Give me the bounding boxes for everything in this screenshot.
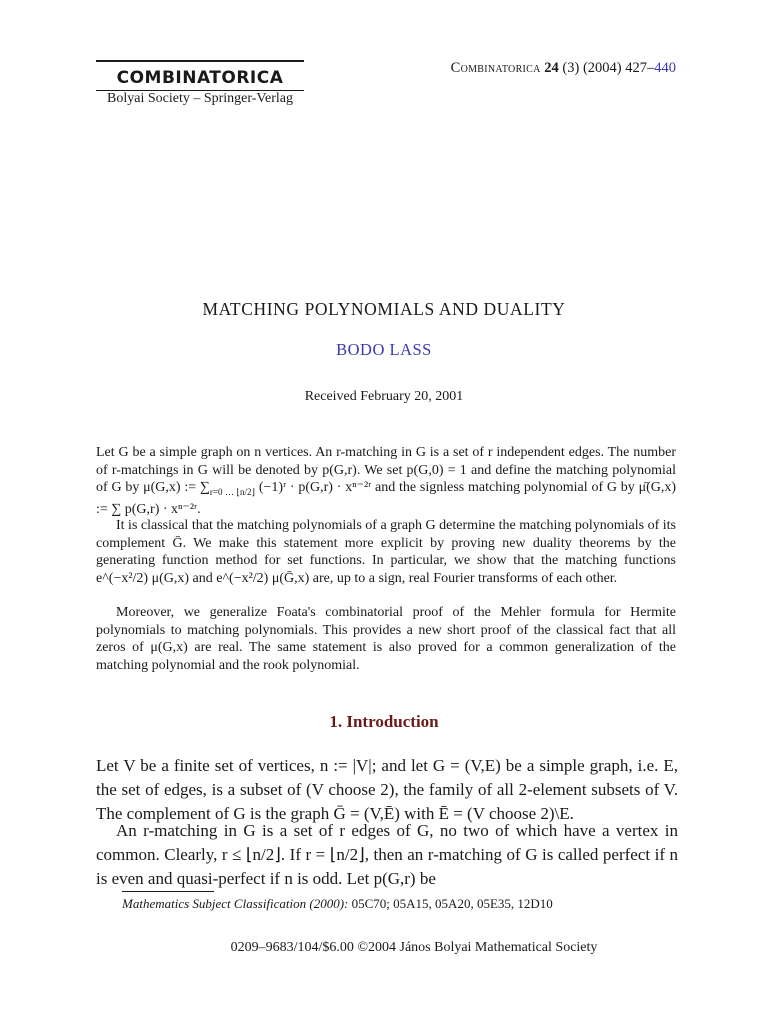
- citation-end-page-link[interactable]: 440: [654, 60, 676, 76]
- intro-paragraph-2: An r-matching in G is a set of r edges of G, no two of which have a vertex in common. Clearly, r ≤ ⌊n/2⌋. If r = ⌊n/2⌋, then an r-matching of G is called perfect if n is even and quasi-perfect if n is odd. Let p(G,r) be: [96, 821, 678, 888]
- footnote-rule: [122, 891, 214, 892]
- journal-block: [96, 60, 304, 107]
- paper-title: MATCHING POLYNOMIALS AND DUALITY: [202, 299, 566, 319]
- abstract-paragraph-1: [96, 444, 676, 519]
- abstract-p1-part-a: Let G be a simple graph on n vertices. An r-matching in G is a set of r independent edges. The number of r-matchings in G will be denoted by p(G,r). We set p(G,0) = 1 and define the matching polynomial of G by μ(G,x) := ∑: [96, 445, 676, 495]
- section-heading: 1. Introduction: [329, 712, 439, 731]
- abstract-paragraph-3: Moreover, we generalize Foata's combinatorial proof of the Mehler formula for Hermite polynomials to matching polynomials. This provides a new short proof of the classical fact that all zeros of μ(G,x) are real. The same statement is also proved for a common generalization of the matching polynomial and the rook polynomial.: [96, 605, 676, 673]
- author-link[interactable]: BODO LASS: [336, 340, 432, 359]
- intro-paragraph-1: Let V be a finite set of vertices, n := |V|; and let G = (V,E) be a simple graph, i.e. E, the set of edges, is a subset of (V choose 2), the family of all 2-element subsets of V. The complement of G is the graph Ḡ = (V,Ē) with Ē = (V choose 2)\E.: [96, 756, 678, 823]
- abstract-p1-part-b: (−1)ʳ · p(G,r) · xⁿ⁻²ʳ and the signless matching polynomial of G by μ̄(G,x) := ∑ p(G,r) · xⁿ⁻²ʳ.: [96, 480, 677, 518]
- abstract-sum-limits: r=0 … ⌊n/2⌋: [209, 486, 256, 497]
- footnote: [122, 896, 553, 912]
- journal-name: COMBINATORICA: [116, 68, 284, 88]
- journal-top-rule: [96, 60, 304, 62]
- footnote-codes: 05C70; 05A15, 05A20, 05E35, 12D10: [351, 896, 553, 911]
- abstract-paragraph-2: It is classical that the matching polynomials of a graph G determine the matching polynomials of its complement Ḡ. We make this statement more explicit by proving new duality theorems by the generating function method for set functions. In particular, we show that the matching functions e^(−x²/2) μ(G,x) and e^(−x²/2) μ(Ḡ,x) are, up to a sign, real Fourier transforms of each other.: [96, 518, 676, 586]
- copyright-line: 0209–9683/104/$6.00 ©2004 János Bolyai Mathematical Society: [230, 940, 598, 955]
- citation: [451, 60, 676, 77]
- citation-journal: Combinatorica: [450, 60, 541, 76]
- citation-issue-year: (3) (2004) 427–: [562, 60, 655, 76]
- citation-volume: 24: [544, 60, 559, 76]
- publisher: Bolyai Society – Springer-Verlag: [107, 91, 293, 106]
- footnote-label: Mathematics Subject Classification (2000):: [122, 896, 349, 911]
- received-date: Received February 20, 2001: [304, 389, 464, 404]
